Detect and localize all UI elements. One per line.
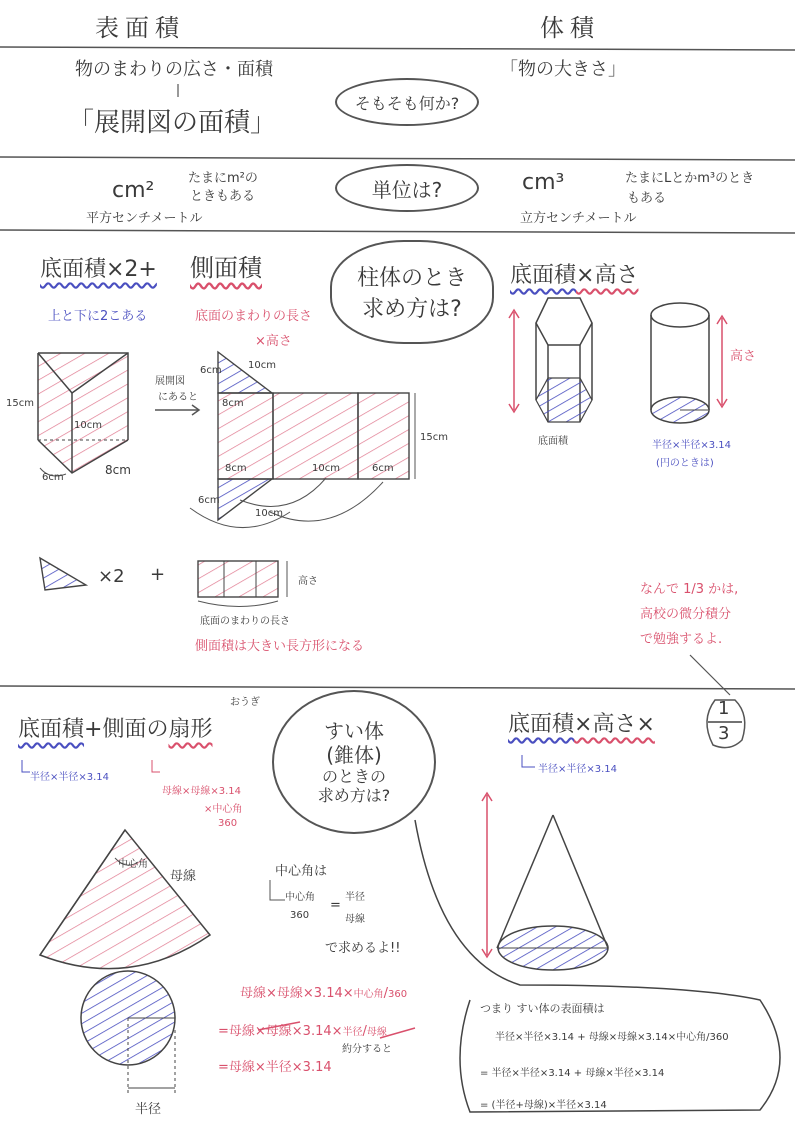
net-dim-t1: 6cm <box>200 365 222 376</box>
cone-volume-formula: 底面積×高さ× <box>508 712 655 737</box>
cone-3d <box>482 793 608 970</box>
triangular-prism <box>38 353 128 476</box>
divider-line <box>0 230 795 233</box>
divider-line <box>0 686 795 689</box>
calc-line-3: =母線×半径×3.14 <box>218 1060 332 1075</box>
ca-note-1: 中心角は <box>275 864 328 879</box>
summary-1: つまり すい体の表面積は <box>480 1002 605 1015</box>
dim-15cm: 15cm <box>6 398 34 409</box>
question-unit-bubble: 単位は? <box>335 164 479 212</box>
net-dim-h: 15cm <box>420 432 448 443</box>
side-rectangle <box>198 561 278 597</box>
ca-rhs-den: 母線 <box>345 914 365 925</box>
cylinder <box>651 303 727 423</box>
ca-frac-den: 360 <box>290 910 310 921</box>
rect-height-label: 高さ <box>298 576 318 587</box>
times-two: ×2 <box>98 566 125 587</box>
cm2-unit: cm² <box>112 178 155 203</box>
side-note-1: 底面のまわりの長さ <box>195 309 313 324</box>
surface-area-desc: 物のまわりの広さ・面積 <box>75 59 273 80</box>
net-dim-b2: 10cm <box>312 463 340 474</box>
dim-10cm: 10cm <box>74 420 102 431</box>
top-bottom-note: 上と下に2こある <box>48 309 148 324</box>
circle-note-1: 半径×半径×3.14 <box>652 440 732 451</box>
cm3-unit-name: 立方センチメートル <box>520 211 637 226</box>
net-dim-r1: 8cm <box>222 398 244 409</box>
hexagonal-prism <box>509 298 592 422</box>
rect-base-note: 底面のまわりの長さ <box>200 616 290 627</box>
question-cone-bubble: すい体 (錐体) のときの 求め方は? <box>272 690 436 834</box>
dim-8cm: 8cm <box>105 463 131 477</box>
circle-note-2: (円のときは) <box>656 458 714 469</box>
prism-formula-side: 側面積 <box>190 254 262 282</box>
net-dim-b5: 10cm <box>255 508 283 519</box>
base-area-label: 底面積 <box>538 436 568 447</box>
cone-side-sub-2: ×中心角 <box>204 804 243 815</box>
net-dim-b3: 6cm <box>372 463 394 474</box>
summary-2: 半径×半径×3.14 + 母線×母線×3.14×中心角/360 <box>495 1032 729 1043</box>
prism-formula-base: 底面積×2+ <box>40 257 157 282</box>
net-dim-b4: 6cm <box>198 495 220 506</box>
cm2-unit-name: 平方センチメートル <box>86 211 203 226</box>
generatrix-label: 母線 <box>170 869 197 884</box>
cone-side-sub-1: 母線×母線×3.14 <box>162 786 242 797</box>
net-area-label: 「展開図の面積」 <box>68 108 277 138</box>
center-angle-label: 中心角 <box>118 859 148 870</box>
ca-frac-num: 中心角 <box>285 892 315 903</box>
ougi-ruby: おうぎ <box>230 697 260 708</box>
prism-volume-formula: 底面積×高さ <box>510 263 639 288</box>
cm3-note-1: たまにLとかm³のとき <box>625 171 755 186</box>
ca-eq: = <box>330 898 341 913</box>
prism-net <box>190 352 415 528</box>
calc-line-1: 母線×母線×3.14×中心角/360 <box>240 986 408 1001</box>
calc-line-2: =母線×母線×3.14×半径/母線 <box>218 1024 387 1039</box>
calc-note-2: 高校の微分積分 <box>640 607 732 622</box>
dim-6cm: 6cm <box>42 472 64 483</box>
cm3-unit: cm³ <box>522 170 565 195</box>
question-what-bubble: そもそも何か? <box>335 78 479 126</box>
cone-volume-sub: 半径×半径×3.14 <box>538 764 618 775</box>
volume-desc: 「物の大きさ」 <box>500 59 626 80</box>
net-dim-b1: 8cm <box>225 463 247 474</box>
third-denominator: 3 <box>718 723 730 744</box>
radius-label: 半径 <box>135 1102 162 1117</box>
rect-conclusion: 側面積は大きい長方形になる <box>195 639 365 654</box>
cone-side-sub-3: 360 <box>218 818 238 829</box>
summary-4: = (半径+母線)×半径×3.14 <box>480 1100 607 1111</box>
height-label: 高さ <box>730 349 757 364</box>
ca-rhs-num: 半径 <box>345 892 365 903</box>
cm2-note-2: ときもある <box>190 189 256 204</box>
calc-note-1: なんで 1/3 かは, <box>640 582 739 597</box>
side-note-2: ×高さ <box>255 334 292 349</box>
surface-area-title: 表面積 <box>95 14 185 42</box>
divider-line <box>0 47 795 50</box>
net-dim-t2: 10cm <box>248 360 276 371</box>
cm3-note-2: もある <box>627 191 667 206</box>
summary-3: = 半径×半径×3.14 + 母線×半径×3.14 <box>480 1068 665 1079</box>
volume-title: 体積 <box>540 14 600 42</box>
cone-base-sub: 半径×半径×3.14 <box>30 772 110 783</box>
cm2-note-1: たまにm²の <box>188 171 258 186</box>
cone-formula: 底面積+側面の扇形 <box>18 717 213 742</box>
net-label-2: にあると <box>158 392 198 403</box>
third-numerator: 1 <box>718 698 730 719</box>
triangle-icon <box>40 558 86 590</box>
ca-note-2: で求めるよ!! <box>325 941 401 956</box>
question-prism-bubble: 柱体のとき 求め方は? <box>330 240 494 344</box>
reduce-note: 約分すると <box>342 1044 392 1055</box>
plus-sign: + <box>150 564 166 585</box>
calc-note-3: で勉強するよ. <box>640 632 723 647</box>
net-label-1: 展開図 <box>155 376 185 387</box>
divider-line <box>0 157 795 160</box>
